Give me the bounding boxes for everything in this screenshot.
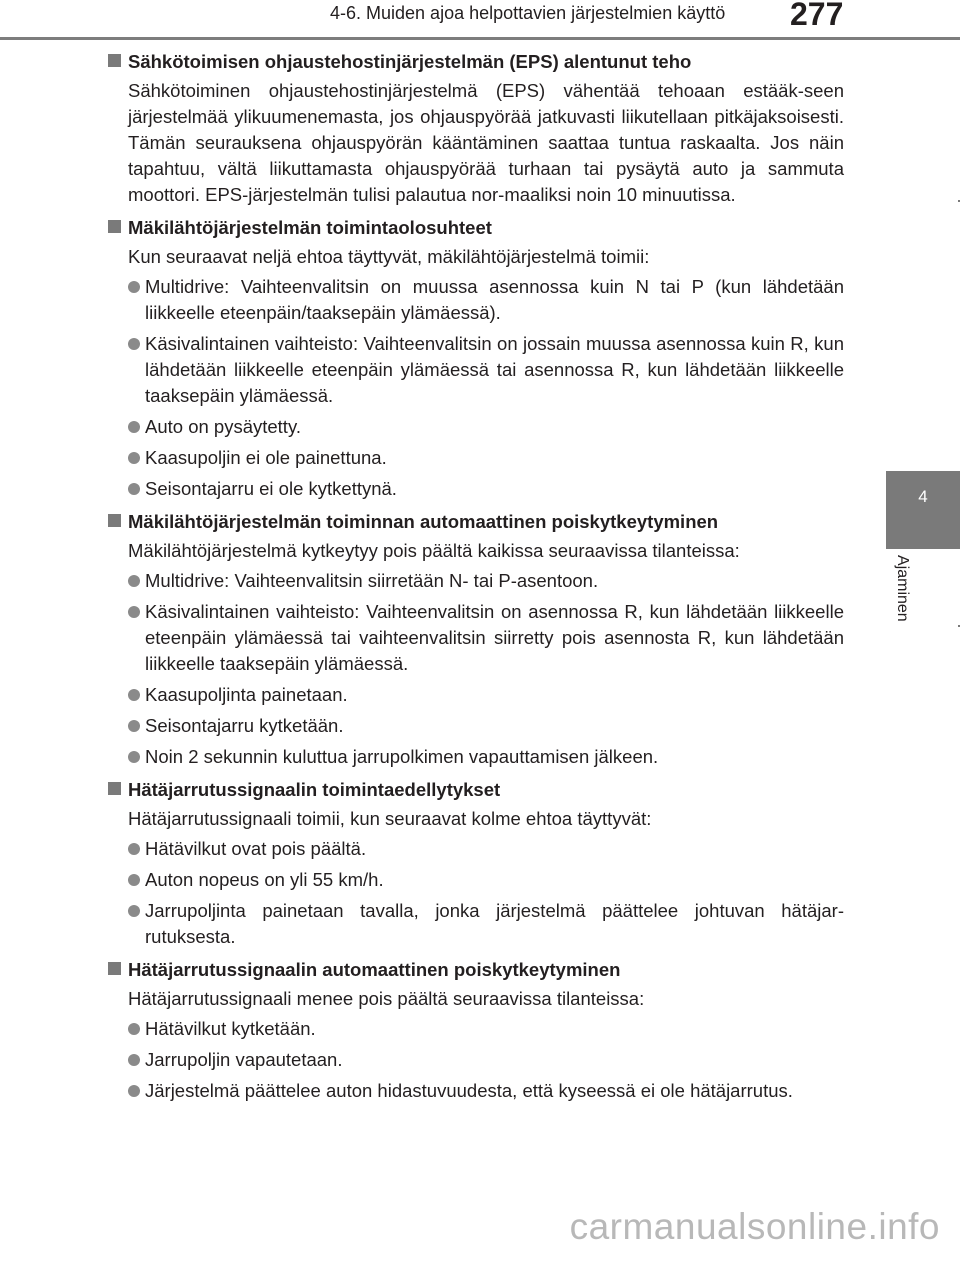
header-rule [0, 37, 960, 40]
page-number: 277 [790, 0, 844, 32]
section-heading [108, 776, 844, 803]
circle-bullet-icon [128, 281, 140, 293]
list-item [128, 836, 844, 862]
list-item-text: Auto on pysäytetty. [145, 416, 301, 437]
circle-bullet-icon [128, 751, 140, 763]
section [108, 214, 844, 502]
list-item [128, 1016, 844, 1042]
square-bullet-icon [108, 54, 121, 67]
circle-bullet-icon [128, 874, 140, 886]
circle-bullet-icon [128, 606, 140, 618]
circle-bullet-icon [128, 452, 140, 464]
chapter-tab [886, 471, 960, 549]
section-intro: Mäkilähtöjärjestelmä kytkeytyy pois päältä kaikissa seuraavissa tilanteissa: [128, 540, 740, 561]
list-item [128, 1078, 844, 1104]
list-item [128, 414, 844, 440]
list-item [128, 898, 844, 950]
section [108, 48, 844, 208]
circle-bullet-icon [128, 1023, 140, 1035]
chapter-number: 4 [918, 487, 928, 506]
section-intro: Sähkötoiminen ohjaustehostinjärjestelmä (EPS) vähentää tehoaan estääk-seen järjestelmää ylikuumenemasta, jos ohjauspyörää jatkuvasti liikutellaan pitkäjaksoisesti. Tämän seurauksena ohjauspyörän kääntäminen saattaa tuntua raskaalta. Jos näin tapahtuu, vältä liikuttamasta ohjauspyörää turhaan tai pysäytä auto ja sammuta moottori. EPS-järjestelmän tulisi palautua nor-maaliksi noin 10 minuutissa. [128, 80, 844, 205]
circle-bullet-icon [128, 338, 140, 350]
circle-bullet-icon [128, 421, 140, 433]
list-item [128, 445, 844, 471]
list-item-text: Seisontajarru kytketään. [145, 715, 344, 736]
section-heading [108, 48, 844, 75]
circle-bullet-icon [128, 575, 140, 587]
circle-bullet-icon [128, 689, 140, 701]
list-item-text: Kaasupoljin ei ole painettuna. [145, 447, 387, 468]
section-heading-text: Mäkilähtöjärjestelmän toiminnan automaattinen poiskytkeytyminen [128, 511, 719, 532]
section [108, 508, 844, 770]
section [108, 956, 844, 1104]
square-bullet-icon [108, 514, 121, 527]
section-heading [108, 214, 844, 241]
section-heading-text: Hätäjarrutussignaalin toimintaedellytykset [128, 779, 501, 800]
watermark: carmanualsonline.info [569, 1206, 940, 1247]
section-intro: Hätäjarrutussignaali toimii, kun seuraavat kolme ehtoa täyttyvät: [128, 808, 652, 829]
square-bullet-icon [108, 962, 121, 975]
list-item-text: Hätävilkut ovat pois päältä. [145, 838, 367, 859]
list-item [128, 744, 844, 770]
section-heading-text: Mäkilähtöjärjestelmän toimintaolosuhteet [128, 217, 492, 238]
list-item [128, 274, 844, 326]
circle-bullet-icon [128, 843, 140, 855]
list-item-text: Järjestelmä päättelee auton hidastuvuudesta, että kyseessä ei ole hätäjarrutus. [145, 1080, 793, 1101]
chapter-label-wrap [893, 555, 917, 645]
list-item-text: Noin 2 sekunnin kuluttua jarrupolkimen vapauttamisen jälkeen. [145, 746, 659, 767]
list-item-text: Jarrupoljin vapautetaan. [145, 1049, 343, 1070]
running-header: 4-6. Muiden ajoa helpottavien järjestelmien käyttö [330, 3, 726, 23]
section-heading-text: Sähkötoimisen ohjaustehostinjärjestelmän (EPS) alentunut teho [128, 51, 692, 72]
list-item [128, 568, 844, 594]
circle-bullet-icon [128, 905, 140, 917]
section-heading-text: Hätäjarrutussignaalin automaattinen poiskytkeytyminen [128, 959, 621, 980]
list-item-text: Jarrupoljinta painetaan tavalla, jonka järjestelmä päättelee johtuvan hätäjar-rutuksesta. [145, 900, 844, 947]
circle-bullet-icon [128, 720, 140, 732]
square-bullet-icon [108, 782, 121, 795]
list-item [128, 867, 844, 893]
list-item-text: Multidrive: Vaihteenvalitsin siirretään N- tai P-asentoon. [145, 570, 599, 591]
list-item-text: Auton nopeus on yli 55 km/h. [145, 869, 384, 890]
list-item-text: Käsivalintainen vaihteisto: Vaihteenvalitsin on asennossa R, kun lähdetään liikkeelle eteenpäin ylämäessä tai vaihteenvalitsin siirretty pois asennosta R, kun lähdetään liikkeelle taaksepäin ylämäessä. [145, 601, 844, 674]
chapter-label: Ajaminen [894, 555, 911, 622]
circle-bullet-icon [128, 1085, 140, 1097]
section [108, 776, 844, 950]
list-item [128, 713, 844, 739]
list-item-text: Multidrive: Vaihteenvalitsin on muussa asennossa kuin N tai P (kun lähdetään liikkeelle eteenpäin/taaksepäin ylämäessä). [145, 276, 844, 323]
list-item [128, 476, 844, 502]
circle-bullet-icon [128, 483, 140, 495]
section-heading [108, 508, 844, 535]
list-item-text: Kaasupoljinta painetaan. [145, 684, 348, 705]
section-intro: Kun seuraavat neljä ehtoa täyttyvät, mäkilähtöjärjestelmä toimii: [128, 246, 650, 267]
list-item-text: Käsivalintainen vaihteisto: Vaihteenvalitsin on jossain muussa asennossa kuin R, kun lähdetään liikkeelle eteenpäin ylämäessä tai asennossa R, kun lähdetään liikkeelle taaksepäin ylämäessä. [145, 333, 844, 406]
section-heading [108, 956, 844, 983]
circle-bullet-icon [128, 1054, 140, 1066]
list-item [128, 331, 844, 409]
list-item [128, 682, 844, 708]
list-item-text: Seisontajarru ei ole kytkettynä. [145, 478, 397, 499]
list-item-text: Hätävilkut kytketään. [145, 1018, 316, 1039]
square-bullet-icon [108, 220, 121, 233]
page-content [108, 48, 844, 1110]
list-item [128, 1047, 844, 1073]
list-item [128, 599, 844, 677]
section-intro: Hätäjarrutussignaali menee pois päältä seuraavissa tilanteissa: [128, 988, 645, 1009]
